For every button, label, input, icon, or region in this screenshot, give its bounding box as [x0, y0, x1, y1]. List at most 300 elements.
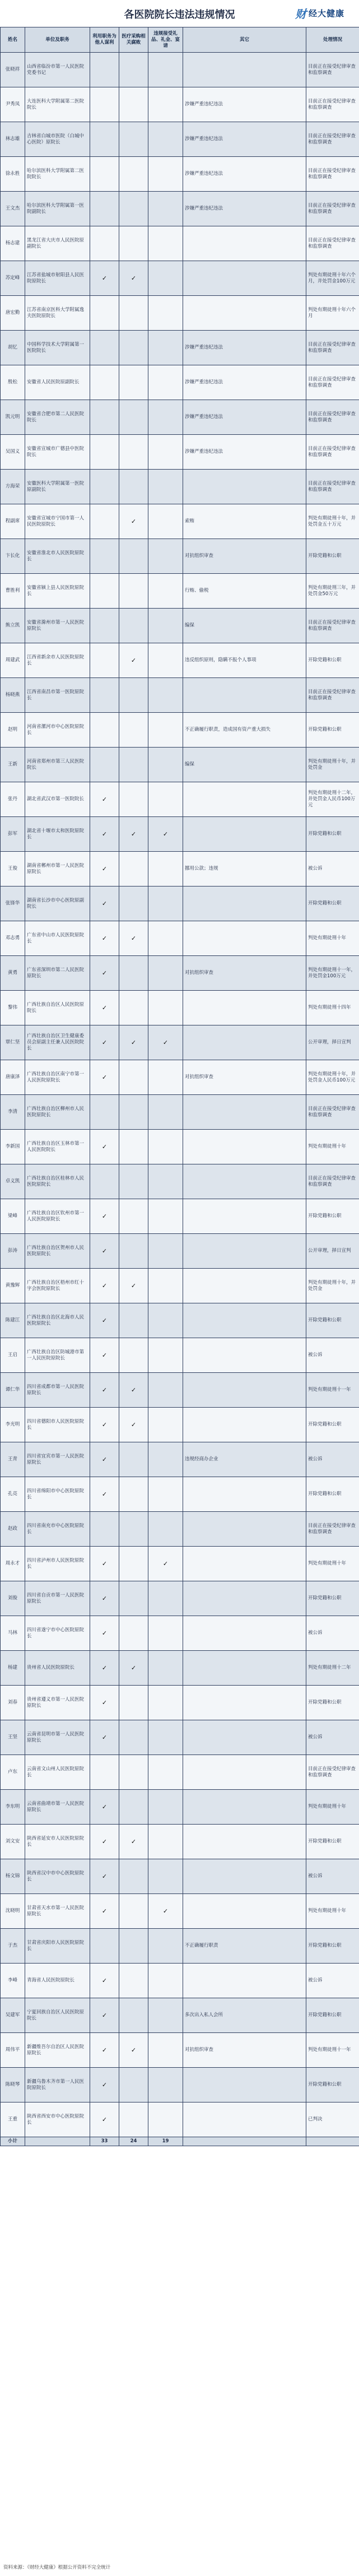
unit-cell: 山西省临汾市第一人民医院党委书记 [25, 53, 90, 87]
unit-cell: 新疆维吾尔自治区人民医院原院长 [25, 2033, 90, 2068]
unit-cell: 云南省昆明市第一人民医院原院长 [25, 1720, 90, 1755]
unit-cell: 四川省成都市第一人民医院原院长 [25, 1373, 90, 1408]
gifts-check [148, 1269, 183, 1303]
result-cell: 开除党籍和公职 [306, 1825, 359, 1859]
name-cell: 陈建江 [1, 1303, 25, 1338]
table-row [1, 1025, 359, 1060]
abuse-check [90, 296, 119, 331]
gifts-check [148, 1442, 183, 1477]
unit-cell: 湖南省郴州市第一人民医院原院长 [25, 852, 90, 886]
unit-cell: 安徽医科大学附属第一医院原副院长 [25, 470, 90, 504]
table-row [1, 1164, 359, 1199]
unit-cell: 广西壮族自治区玉林市第一人民医院院长 [25, 1130, 90, 1164]
table-row [1, 539, 359, 574]
gifts-check [148, 678, 183, 713]
header-gifts: 违规接受礼品、礼金、宴请 [148, 27, 183, 53]
name-cell: 彭军 [1, 817, 25, 852]
abuse-check [90, 504, 119, 539]
gifts-check [148, 157, 183, 192]
subtotal-row [1, 2137, 359, 2146]
other-cell [183, 1130, 306, 1164]
table-row [1, 1894, 359, 1929]
other-cell: 多次出入私人会所 [183, 1998, 306, 2033]
gifts-check [148, 331, 183, 365]
header-name: 姓名 [1, 27, 25, 53]
name-cell: 卢东 [1, 1755, 25, 1790]
procurement-check [119, 435, 148, 470]
table-row [1, 1651, 359, 1686]
name-cell: 张晓祥 [1, 53, 25, 87]
result-cell: 被公诉 [306, 1338, 359, 1373]
procurement-check [119, 400, 148, 435]
table-row [1, 2102, 359, 2137]
table-row [1, 1442, 359, 1477]
unit-cell: 安徽省人民医院原副院长 [25, 365, 90, 400]
result-cell: 开除党籍和公职 [306, 539, 359, 574]
name-cell: 张锋华 [1, 886, 25, 921]
unit-cell: 黑龙江省大庆市人民医院原副院长 [25, 226, 90, 261]
name-cell: 方海荣 [1, 470, 25, 504]
header-abuse: 利用职务为他人谋利 [90, 27, 119, 53]
abuse-check: ✓ [90, 2033, 119, 2068]
procurement-check [119, 365, 148, 400]
unit-cell: 安徽省颍上县人民医院原院长 [25, 574, 90, 609]
unit-cell: 广西壮族自治区人民医院原院长 [25, 991, 90, 1025]
gifts-check: ✓ [148, 1547, 183, 1581]
result-cell: 开除党籍和公职 [306, 817, 359, 852]
other-cell [183, 1964, 306, 1998]
logo-mark: 财 [295, 7, 306, 21]
table-header-row [1, 27, 359, 53]
other-cell: 行贿、偷税 [183, 574, 306, 609]
unit-cell: 四川省宜宾市第一人民医院原院长 [25, 1442, 90, 1477]
subtotal-procurement: 24 [119, 2137, 148, 2146]
result-cell: 判处有期徒刑十年，并处罚金人民币100万元 [306, 1060, 359, 1095]
procurement-check: ✓ [119, 643, 148, 678]
abuse-check: ✓ [90, 1859, 119, 1894]
table-row [1, 1581, 359, 1616]
abuse-check: ✓ [90, 261, 119, 296]
unit-cell: 陕西省西安市中心医院原院长 [25, 2102, 90, 2137]
unit-cell: 广西壮族自治区北海市人民医院原院长 [25, 1303, 90, 1338]
gifts-check: ✓ [148, 817, 183, 852]
unit-cell: 广东省深圳市第二人民医院原院长 [25, 956, 90, 991]
other-cell [183, 470, 306, 504]
other-cell: 涉嫌严重违纪违法 [183, 157, 306, 192]
name-cell: 李东明 [1, 1790, 25, 1825]
other-cell [183, 782, 306, 817]
table-row [1, 1998, 359, 2033]
result-cell: 判处有期徒刑十年，并处罚金 [306, 1269, 359, 1303]
gifts-check [148, 1790, 183, 1825]
name-cell: 刘文安 [1, 1825, 25, 1859]
header-procurement: 医疗采购相关腐败 [119, 27, 148, 53]
procurement-check [119, 87, 148, 122]
name-cell: 熊立凯 [1, 609, 25, 643]
result-cell: 公开审理，择日宣判 [306, 1234, 359, 1269]
table-row [1, 852, 359, 886]
abuse-check [90, 365, 119, 400]
abuse-check [90, 226, 119, 261]
other-cell: 对抗组织审查 [183, 2033, 306, 2068]
result-cell: 开除党籍和公职 [306, 1686, 359, 1720]
unit-cell: 宁夏回族自治区人民医院原院长 [25, 1998, 90, 2033]
other-cell [183, 1303, 306, 1338]
other-cell [183, 1512, 306, 1547]
name-cell: 黄勇 [1, 956, 25, 991]
procurement-check [119, 574, 148, 609]
procurement-check [119, 1964, 148, 1998]
result-cell: 判处有期徒刑十二年 [306, 1651, 359, 1686]
result-cell: 开除党籍和公职 [306, 713, 359, 748]
unit-cell: 湖北省十堰市太和医院原院长 [25, 817, 90, 852]
procurement-check: ✓ [119, 921, 148, 956]
gifts-check [148, 609, 183, 643]
table-row [1, 1408, 359, 1442]
gifts-check [148, 1095, 183, 1130]
gifts-check [148, 1720, 183, 1755]
violations-table [0, 27, 359, 2146]
result-cell: 公开审理，择日宣判 [306, 1025, 359, 1060]
name-cell: 王青 [1, 1442, 25, 1477]
name-cell: 王文杰 [1, 192, 25, 226]
table-body [1, 53, 359, 2137]
unit-cell: 四川省德阳市人民医院原院长 [25, 1408, 90, 1442]
procurement-check [119, 1894, 148, 1929]
unit-cell: 河南省漯河市中心医院原院长 [25, 713, 90, 748]
header-other: 其它 [183, 27, 306, 53]
result-cell: 判处有期徒刑十二年，并处罚金人民币100万元 [306, 782, 359, 817]
table-row [1, 991, 359, 1025]
procurement-check [119, 1338, 148, 1373]
gifts-check [148, 435, 183, 470]
name-cell: 沈晓明 [1, 1894, 25, 1929]
unit-cell: 哈尔滨医科大学附属第一医院副院长 [25, 192, 90, 226]
abuse-check: ✓ [90, 1894, 119, 1929]
other-cell [183, 1269, 306, 1303]
table-row [1, 1859, 359, 1894]
other-cell [183, 1025, 306, 1060]
procurement-check [119, 53, 148, 87]
result-cell: 判处有期徒刑十年 [306, 1790, 359, 1825]
abuse-check [90, 678, 119, 713]
other-cell [183, 1095, 306, 1130]
table-row [1, 1199, 359, 1234]
result-cell: 目前正在接受纪律审查和监察调查 [306, 365, 359, 400]
procurement-check [119, 1095, 148, 1130]
name-cell: 凯元明 [1, 400, 25, 435]
procurement-check [119, 2102, 148, 2137]
table-row [1, 574, 359, 609]
name-cell: 杨晓燕 [1, 678, 25, 713]
unit-cell: 广西壮族自治区贺州市人民医院原院长 [25, 1234, 90, 1269]
name-cell: 周永才 [1, 1547, 25, 1581]
other-cell [183, 1581, 306, 1616]
table-row [1, 1373, 359, 1408]
procurement-check [119, 296, 148, 331]
unit-cell: 湖南省长沙市中心医院原副院长 [25, 886, 90, 921]
unit-cell: 云南省曲靖市第一人民医院原院长 [25, 1790, 90, 1825]
result-cell: 判处有期徒刑十年 [306, 921, 359, 956]
result-cell: 开除党籍和公职 [306, 1477, 359, 1512]
name-cell: 张丹 [1, 782, 25, 817]
unit-cell: 青海省人民医院原院长 [25, 1964, 90, 1998]
unit-cell: 广东省中山市人民医院原院长 [25, 921, 90, 956]
procurement-check [119, 1547, 148, 1581]
table-row [1, 1095, 359, 1130]
unit-cell: 广西壮族自治区梧州市红十字会医院原院长 [25, 1269, 90, 1303]
name-cell: 吴建军 [1, 1998, 25, 2033]
result-cell: 判处有期徒刑十年 [306, 1894, 359, 1929]
gifts-check [148, 886, 183, 921]
table-row [1, 1338, 359, 1373]
gifts-check [148, 1477, 183, 1512]
gifts-check [148, 87, 183, 122]
other-cell [183, 1477, 306, 1512]
gifts-check [148, 713, 183, 748]
procurement-check: ✓ [119, 1825, 148, 1859]
table-row [1, 435, 359, 470]
result-cell: 被公诉 [306, 1859, 359, 1894]
name-cell: 徐永胜 [1, 157, 25, 192]
gifts-check [148, 365, 183, 400]
gifts-check: ✓ [148, 1025, 183, 1060]
table-row [1, 1929, 359, 1964]
gifts-check [148, 226, 183, 261]
name-cell: 曹胜利 [1, 574, 25, 609]
other-cell [183, 261, 306, 296]
procurement-check [119, 886, 148, 921]
result-cell: 开除党籍和公职 [306, 886, 359, 921]
other-cell [183, 1894, 306, 1929]
name-cell: 胡忆 [1, 331, 25, 365]
name-cell: 王俊 [1, 852, 25, 886]
table-row [1, 1755, 359, 1790]
unit-cell: 湖北省武汉市第一医院院长 [25, 782, 90, 817]
abuse-check: ✓ [90, 1686, 119, 1720]
gifts-check [148, 122, 183, 157]
name-cell: 马林 [1, 1616, 25, 1651]
gifts-check [148, 782, 183, 817]
procurement-check [119, 2068, 148, 2102]
unit-cell: 广西壮族自治区钦州市第一人民医院原院长 [25, 1199, 90, 1234]
unit-cell: 广西壮族自治区柳州市人民医院原院长 [25, 1095, 90, 1130]
name-cell: 刘春 [1, 1686, 25, 1720]
abuse-check [90, 574, 119, 609]
abuse-check [90, 192, 119, 226]
procurement-check [119, 1234, 148, 1269]
result-cell: 判处有期徒刑十年，并处罚金五十万元 [306, 504, 359, 539]
name-cell: 黄豫辉 [1, 1269, 25, 1303]
unit-cell: 广西壮族自治区卫生健康委员会原副主任兼人民医院院长 [25, 1025, 90, 1060]
name-cell: 陈晓琴 [1, 2068, 25, 2102]
result-cell: 开除党籍和公职 [306, 1408, 359, 1442]
abuse-check: ✓ [90, 1060, 119, 1095]
abuse-check: ✓ [90, 1025, 119, 1060]
name-cell: 唐宏勤 [1, 296, 25, 331]
table-row [1, 1269, 359, 1303]
abuse-check [90, 609, 119, 643]
table-row [1, 748, 359, 782]
unit-cell: 云南省文山州人民医院原院长 [25, 1755, 90, 1790]
abuse-check [90, 748, 119, 782]
other-cell [183, 1825, 306, 1859]
gifts-check [148, 192, 183, 226]
procurement-check [119, 609, 148, 643]
procurement-check [119, 1303, 148, 1338]
table-row [1, 261, 359, 296]
abuse-check: ✓ [90, 1303, 119, 1338]
subtotal-empty [306, 2137, 359, 2146]
other-cell [183, 1859, 306, 1894]
other-cell [183, 1408, 306, 1442]
table-row [1, 713, 359, 748]
unit-cell: 四川省南充市中心医院原院长 [25, 1512, 90, 1547]
procurement-check [119, 748, 148, 782]
table-row [1, 956, 359, 991]
name-cell: 尹秀凤 [1, 87, 25, 122]
other-cell: 索贿 [183, 504, 306, 539]
table-row [1, 1616, 359, 1651]
result-cell: 目前正在接受纪律审查和监察调查 [306, 678, 359, 713]
procurement-check [119, 852, 148, 886]
table-row [1, 504, 359, 539]
other-cell: 编保 [183, 748, 306, 782]
other-cell [183, 1164, 306, 1199]
abuse-check: ✓ [90, 1269, 119, 1303]
result-cell: 目前正在接受纪律审查和监察调查 [306, 122, 359, 157]
other-cell [183, 1373, 306, 1408]
abuse-check [90, 1164, 119, 1199]
abuse-check [90, 643, 119, 678]
abuse-check: ✓ [90, 1998, 119, 2033]
procurement-check [119, 1477, 148, 1512]
gifts-check [148, 1964, 183, 1998]
name-cell: 殷松 [1, 365, 25, 400]
abuse-check: ✓ [90, 1373, 119, 1408]
result-cell: 被公诉 [306, 1964, 359, 1998]
abuse-check [90, 1512, 119, 1547]
result-cell: 判处有期徒刑十年六个月 [306, 296, 359, 331]
table-row [1, 192, 359, 226]
logo-text: 经大健康 [308, 8, 344, 18]
result-cell: 被公诉 [306, 852, 359, 886]
subtotal-empty [183, 2137, 306, 2146]
table-row [1, 157, 359, 192]
unit-cell: 哈尔滨医科大学附属第二医院院长 [25, 157, 90, 192]
abuse-check: ✓ [90, 782, 119, 817]
unit-cell: 新疆乌鲁木齐市第一人民医院原院长 [25, 2068, 90, 2102]
table-row [1, 53, 359, 87]
procurement-check [119, 1686, 148, 1720]
gifts-check [148, 1373, 183, 1408]
name-cell: 苏定峰 [1, 261, 25, 296]
other-cell: 不正确履行职责，造成国有资产重大损失 [183, 713, 306, 748]
source-caption: 资料来源：《财经大健康》根据公开资料不完全统计 [3, 2565, 111, 2570]
name-cell: 覃仁坚 [1, 1025, 25, 1060]
procurement-check [119, 470, 148, 504]
result-cell: 目前正在接受纪律审查和监察调查 [306, 157, 359, 192]
subtotal-label: 小计 [1, 2137, 25, 2146]
abuse-check: ✓ [90, 852, 119, 886]
name-cell: 卓义凯 [1, 1164, 25, 1199]
name-cell: 王启 [1, 1338, 25, 1373]
subtotal-gifts: 19 [148, 2137, 183, 2146]
result-cell: 目前正在接受纪律审查和监察调查 [306, 226, 359, 261]
other-cell [183, 2102, 306, 2137]
result-cell: 目前正在接受纪律审查和监察调查 [306, 87, 359, 122]
result-cell: 判处有期徒刑三年，并处罚金50万元 [306, 574, 359, 609]
name-cell: 王坚 [1, 1720, 25, 1755]
table-row [1, 782, 359, 817]
result-cell: 判处有期徒刑十一年 [306, 1373, 359, 1408]
gifts-check [148, 1616, 183, 1651]
other-cell [183, 1720, 306, 1755]
abuse-check [90, 53, 119, 87]
other-cell: 涉嫌严重违纪违法 [183, 435, 306, 470]
abuse-check: ✓ [90, 1199, 119, 1234]
gifts-check [148, 1338, 183, 1373]
procurement-check: ✓ [119, 2033, 148, 2068]
table-row [1, 1512, 359, 1547]
result-cell: 判处有期徒刑十年，并处罚金 [306, 748, 359, 782]
result-cell: 开除党籍和公职 [306, 1581, 359, 1616]
procurement-check: ✓ [119, 1408, 148, 1442]
procurement-check: ✓ [119, 261, 148, 296]
result-cell: 目前正在接受纪律审查和监察调查 [306, 331, 359, 365]
gifts-check [148, 2102, 183, 2137]
gifts-check [148, 400, 183, 435]
abuse-check [90, 1929, 119, 1964]
gifts-check [148, 1164, 183, 1199]
procurement-check [119, 192, 148, 226]
name-cell: 于杰 [1, 1929, 25, 1964]
table-row [1, 400, 359, 435]
gifts-check [148, 852, 183, 886]
other-cell: 挪用公款；违规 [183, 852, 306, 886]
unit-cell: 贵州省人民医院原院长 [25, 1651, 90, 1686]
gifts-check [148, 1998, 183, 2033]
procurement-check: ✓ [119, 1373, 148, 1408]
result-cell: 开除党籍和公职 [306, 1303, 359, 1338]
gifts-check [148, 1825, 183, 1859]
other-cell: 违规经商办企业 [183, 1442, 306, 1477]
brand-logo [295, 5, 344, 21]
abuse-check: ✓ [90, 956, 119, 991]
table-row [1, 470, 359, 504]
result-cell: 目前正在接受纪律审查和监察调查 [306, 400, 359, 435]
other-cell: 涉嫌严重违纪违法 [183, 365, 306, 400]
other-cell [183, 53, 306, 87]
gifts-check [148, 1686, 183, 1720]
result-cell: 目前正在接受纪律审查和监察调查 [306, 435, 359, 470]
gifts-check [148, 1581, 183, 1616]
name-cell: 邓志勇 [1, 921, 25, 956]
procurement-check [119, 1929, 148, 1964]
table-row [1, 1303, 359, 1338]
procurement-check [119, 1130, 148, 1164]
result-cell: 目前正在接受纪律审查和监察调查 [306, 470, 359, 504]
procurement-check [119, 331, 148, 365]
other-cell [183, 678, 306, 713]
result-cell: 目前正在接受纪律审查和监察调查 [306, 1512, 359, 1547]
abuse-check: ✓ [90, 1547, 119, 1581]
gifts-check [148, 1859, 183, 1894]
name-cell: 彭涛 [1, 1234, 25, 1269]
gifts-check [148, 1651, 183, 1686]
other-cell [183, 1199, 306, 1234]
page-title: 各医院院长违法违规情况 [124, 9, 235, 21]
